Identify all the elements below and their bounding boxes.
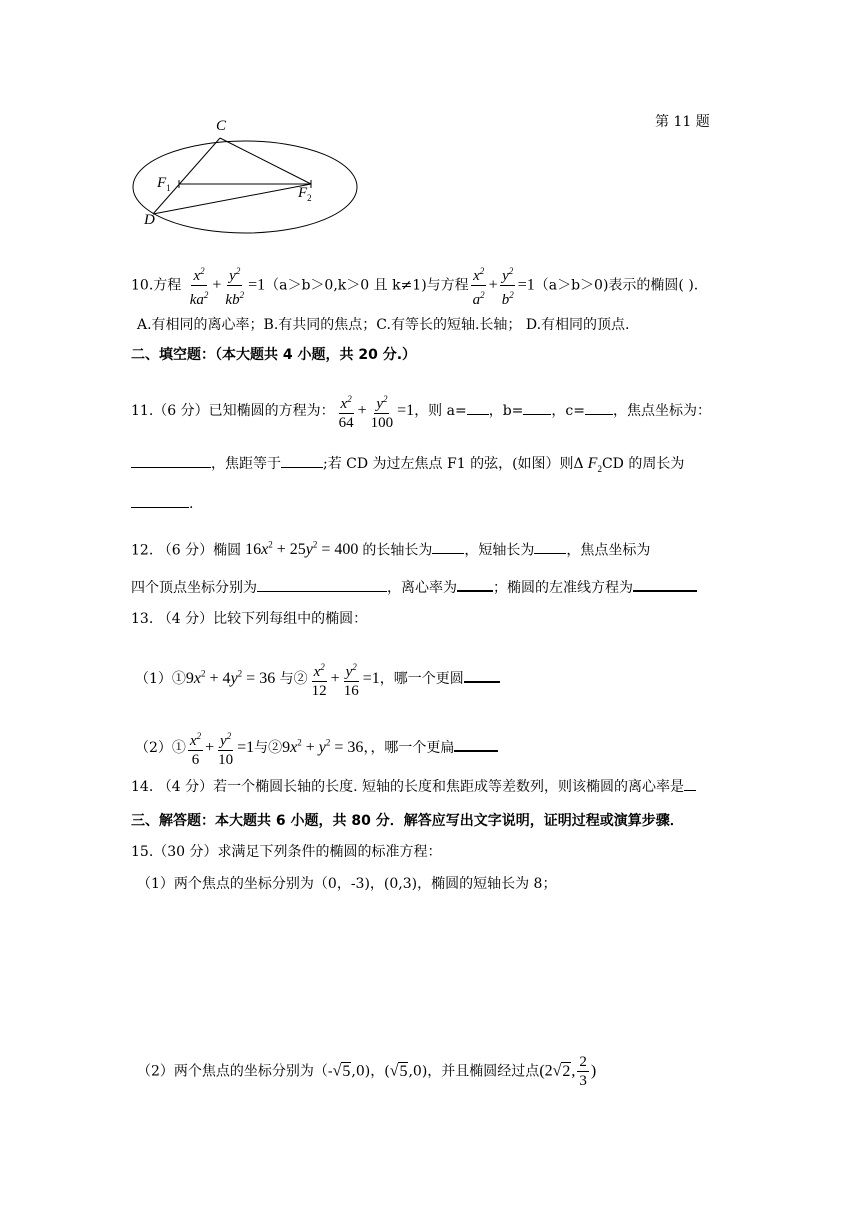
- fraction: $\frac{x^2}{ka^2}$: [188, 262, 211, 309]
- fraction: $\frac{y^2}{kb^2}$: [223, 262, 246, 309]
- q10-options: A.有相同的离心率；B.有共同的焦点；C.有等长的短轴.长轴； D.有相同的顶点.: [137, 317, 630, 333]
- q13-part1: $(1)①9x^2 + 4y^2 = 36$ 与② $\frac{x^2}{12}$ + $\frac{y^2}{16}$ =1，哪一个更圆: [135, 658, 500, 700]
- fraction: $\frac{y^2}{10}$: [216, 727, 235, 769]
- label-f2: $F_2$: [298, 185, 312, 203]
- q15-title: 15.（30 分）求满足下列条件的椭圆的标准方程：: [131, 844, 442, 860]
- label-d: D: [144, 212, 155, 228]
- q11-line2: ，焦距等于 ;若 CD 为过左焦点 F1 的弦，(如图）则Δ $F_2CD$ 的周长为: [131, 453, 684, 479]
- q11-line3: .: [131, 493, 193, 514]
- q15-part2: （2）两个焦点的坐标分别为（-√5,0)，(√5,0)，并且椭圆经过点(2√2, $\frac{2}{3}$ ): [137, 1054, 597, 1089]
- fraction: $\frac{x^2}{64}$: [337, 390, 356, 432]
- sqrt-5: √5: [332, 1062, 351, 1080]
- q12-line2: 四个顶点坐标分别为 ，离心率为 ；椭圆的左准线方程为: [131, 576, 697, 598]
- fraction: $\frac{x^2}{a^2}$: [471, 262, 487, 309]
- sqrt-2: √2: [552, 1062, 571, 1080]
- q13-part2: （2）① $\frac{x^2}{6}$ + $\frac{y^2}{10}$ =1与$②9x^2 + y^2 = 36$，，哪一个更扁: [135, 727, 498, 769]
- segment-df2: [153, 184, 311, 214]
- fraction: $\frac{y^2}{100}$: [369, 390, 396, 432]
- sqrt-5: √5: [389, 1062, 408, 1080]
- q12-line1: 12. （6 分）椭圆 $16x^2 + 25y^2 = 400$ 的长轴长为 ，短轴长为 ，焦点坐标为: [131, 540, 651, 559]
- figure-caption: 第 11 题: [655, 114, 710, 130]
- fraction: $\frac{x^2}{12}$: [310, 658, 329, 700]
- fraction: $\frac{y^2}{b^2}$: [500, 262, 516, 309]
- fraction: $\frac{y^2}{16}$: [342, 658, 361, 700]
- section3-title: 三、解答题：本大题共 6 小题，共 80 分．解答应写出文字说明，证明过程或演算步骤．: [131, 813, 684, 829]
- q13-title: 13. （4 分）比较下列每组中的椭圆：: [131, 611, 368, 627]
- label-f1: $F_1$: [157, 175, 171, 193]
- q10-statement: 10.方程 $\frac{x^2}{ka^2}$ + $\frac{y^2}{kb^2}$ =1（a＞b＞0,k＞0 且 k≠1)与方程 $\frac{x^2}{a^2}$ + $\frac{y^2}{b^2}$ =1（a＞b＞0)表示的椭圆( ).: [131, 262, 698, 309]
- fraction: $\frac{2}{3}$: [579, 1054, 587, 1089]
- segment-cf2: [220, 138, 311, 184]
- section2-title: 二、填空题：（本大题共 4 小题，共 20 分.）: [131, 347, 417, 363]
- q14-statement: 14. （4 分）若一个椭圆长轴的长度. 短轴的长度和焦距成等差数列，则该椭圆的离心率是: [131, 776, 696, 797]
- q15-part1: （1）两个焦点的坐标分别为（0，-3)，(0,3)，椭圆的短轴长为 8；: [137, 876, 557, 892]
- q11-line1: 11.（6 分）已知椭圆的方程为： $\frac{x^2}{64}$ + $\frac{y^2}{100}$ =1，则 a= ，b= ，c= ，焦点坐标为：: [131, 390, 711, 432]
- label-c: C: [216, 118, 227, 134]
- fraction: $\frac{x^2}{6}$: [188, 727, 203, 769]
